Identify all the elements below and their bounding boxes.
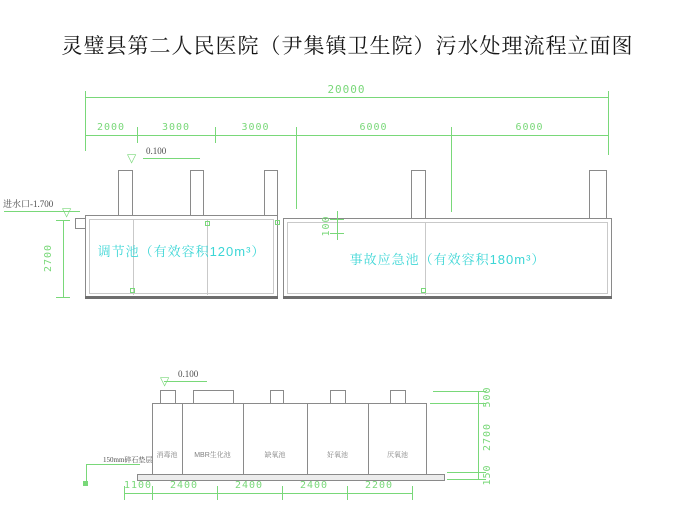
bottom-dim-text: 2200 — [364, 480, 394, 491]
inlet-level-marker-icon: ▽ — [62, 205, 72, 219]
dim-tick — [56, 297, 70, 298]
bottom-dim-text: 2400 — [299, 480, 329, 491]
compartment-divider — [368, 403, 369, 476]
dim-extension-left — [85, 91, 86, 151]
tank1-label: 调节池（有效容积120m³） — [97, 244, 266, 259]
drawing-title: 灵璧县第二人民医院（尹集镇卫生院）污水处理流程立面图 — [61, 34, 634, 58]
segment-dim-line — [85, 135, 608, 136]
vent-pillar — [264, 170, 278, 216]
compartment-label: 厌氧池 — [387, 452, 408, 459]
compartment-divider — [307, 403, 308, 476]
segment-dim-text: 6000 — [515, 122, 544, 133]
lower-level-text: 0.100 — [178, 369, 199, 379]
dim-tick — [412, 486, 413, 500]
upper-level-text: 0.100 — [146, 146, 167, 156]
dim-tick — [282, 486, 283, 500]
roof-cap — [270, 390, 284, 404]
gap-dim-text: 100 — [321, 215, 332, 237]
vent-pillar — [411, 170, 426, 219]
dim-tick — [451, 127, 452, 212]
depth-dim-line — [63, 220, 64, 298]
bottom-dim-text: 2400 — [234, 480, 264, 491]
vent-pillar — [118, 170, 133, 216]
roof-cap — [390, 390, 406, 404]
segment-dim-text: 2000 — [96, 122, 126, 133]
leader-arrow — [83, 481, 88, 486]
roof-cap — [193, 390, 234, 404]
compartment-label: 消毒池 — [156, 452, 178, 459]
compartment-divider — [182, 403, 183, 476]
level-marker-icon: ▽ — [127, 151, 137, 165]
dim-tick — [330, 219, 344, 220]
dim-tick — [330, 233, 344, 234]
vent-pillar — [190, 170, 204, 216]
tank1-base-line — [85, 296, 278, 299]
right-dim-line — [478, 391, 479, 479]
tank2-label: 事故应急池（有效容积180m³） — [349, 252, 546, 267]
inlet-level-text: 进水口-1.700 — [3, 199, 54, 209]
tank2-base-line — [283, 296, 612, 299]
bottom-dim-text: 1100 — [123, 480, 153, 491]
opening-mark — [205, 221, 210, 226]
treatment-tank-outline — [152, 403, 427, 476]
compartment-label: 好氧池 — [327, 452, 348, 459]
segment-dim-text: 3000 — [161, 122, 191, 133]
roof-cap — [160, 390, 176, 404]
dim-extension-right — [608, 91, 609, 155]
segment-dim-text: 6000 — [359, 122, 388, 133]
dim-extension — [447, 479, 486, 480]
vent-pillar — [589, 170, 607, 219]
level-marker-icon: ▽ — [160, 374, 170, 388]
right-dim-text: 150 — [482, 464, 493, 486]
opening-mark — [130, 288, 135, 293]
gap-dim-line — [337, 211, 338, 240]
dim-extension — [433, 391, 486, 392]
compartment-divider — [243, 403, 244, 476]
depth-dim-text: 2700 — [43, 243, 54, 273]
compartment-label: 缺氧池 — [264, 452, 286, 459]
bottom-dim-text: 2400 — [169, 480, 199, 491]
dim-tick — [217, 486, 218, 500]
dim-tick — [296, 127, 297, 209]
compartment-label: MBR生化池 — [194, 452, 231, 459]
dim-tick — [56, 220, 70, 221]
bottom-dim-line — [124, 493, 412, 494]
leader-line — [86, 464, 140, 465]
opening-mark — [275, 220, 280, 225]
foundation-note: 150mm碎石垫层 — [103, 456, 153, 464]
overall-dim-line — [85, 97, 608, 98]
roof-cap — [330, 390, 346, 404]
segment-dim-text: 3000 — [241, 122, 270, 133]
dim-extension — [430, 403, 486, 404]
level-marker-line — [164, 381, 207, 382]
right-dim-text: 500 — [482, 386, 493, 408]
level-marker-line — [143, 158, 200, 159]
dim-tick — [347, 486, 348, 500]
dim-extension — [447, 472, 486, 473]
right-dim-text: 2700 — [482, 422, 493, 452]
opening-mark — [421, 288, 426, 293]
overall-dim-text: 20000 — [327, 83, 366, 96]
